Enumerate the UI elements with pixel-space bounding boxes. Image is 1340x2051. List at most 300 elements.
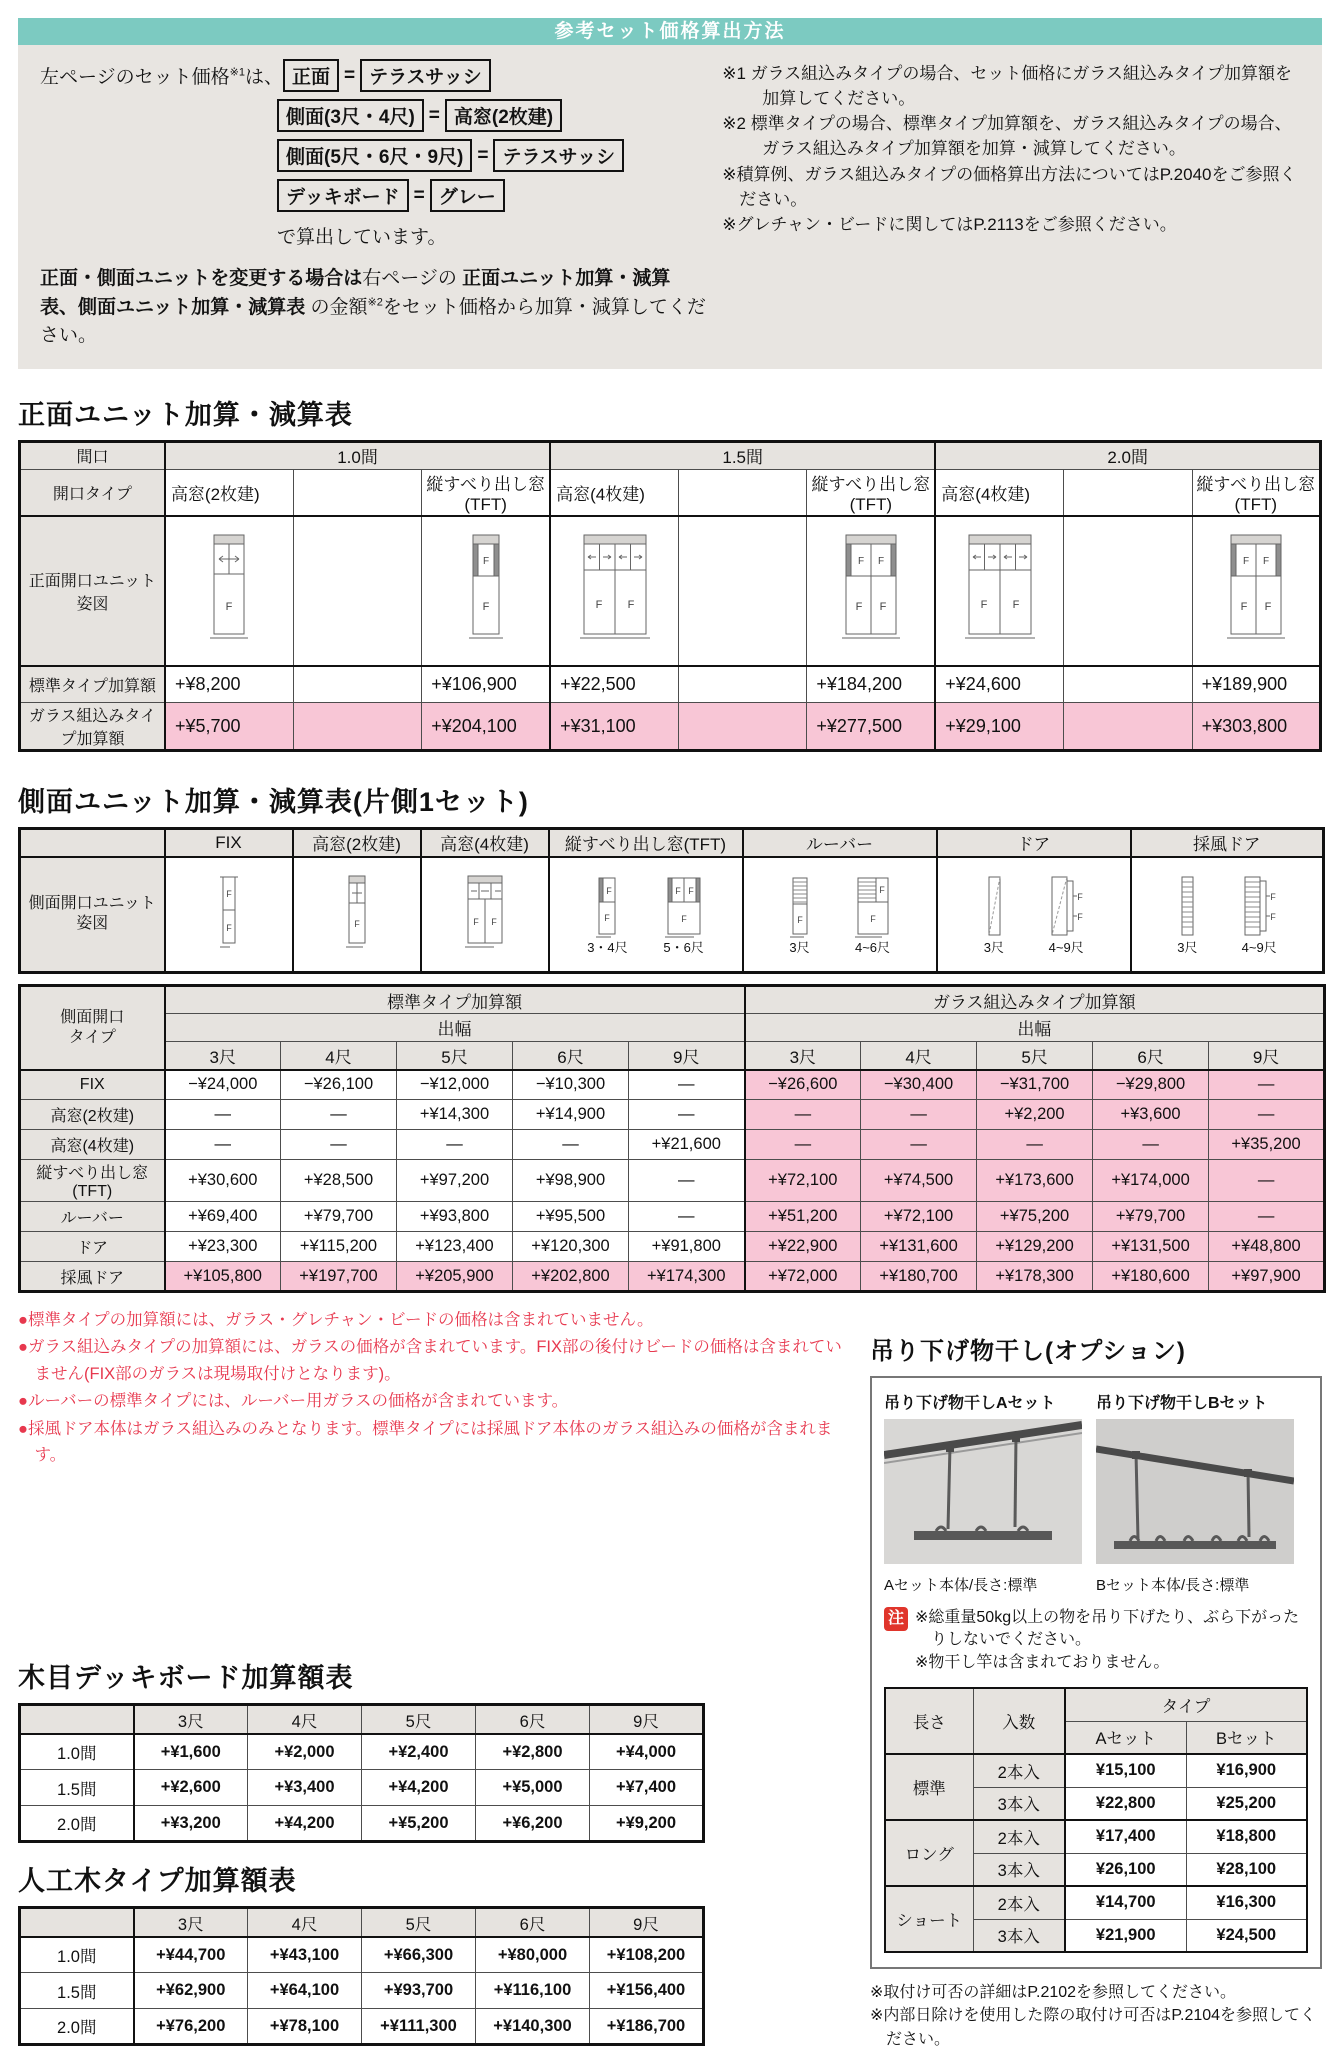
diagram-with-size [1241,874,1277,955]
header-row [885,1688,1307,1721]
column-header: 縦すべり出し窓(TFT) [549,829,743,857]
hanger-a-label: 吊り下げ物干しAセット [884,1395,1056,1412]
takamado4-small-diagram-icon [464,871,506,953]
price-cell: ¥16,900 [1186,1754,1307,1787]
diagram-cell-tft [549,857,743,973]
note-item: ●採風ドア本体はガラス組込みのみとなります。標準タイプには採風ドア本体のガラス組込みの価格が含まれます。 [18,1419,833,1464]
count-cell: 2本入 [973,1754,1065,1787]
price-cell: +¥178,300 [977,1262,1093,1292]
price-cell: +¥5,700 [165,703,293,751]
svg-text:F: F [687,885,694,896]
hanger-warning [884,1607,1308,1674]
row-louver [20,1202,1325,1232]
type-cell: 縦すべり出し窓(TFT) [807,469,935,516]
size-header: 6尺 [476,1705,590,1734]
price-cell: +¥23,300 [165,1232,281,1262]
empty-cell [293,516,421,666]
span-header: 1.0間 [165,441,550,469]
empty-corner-cell [20,829,165,857]
price-cell: +¥303,800 [1192,703,1320,751]
svg-text:F: F [796,914,803,925]
price-cell: +¥64,100 [248,1973,362,2009]
note-item: ●標準タイプの加算額には、ガラス・グレチャン・ビードの価格は含まれていません。 [18,1311,654,1329]
price-cell: +¥156,400 [590,1973,704,2009]
price-cell: ¥18,800 [1186,1820,1307,1853]
row-label: 間口 [20,441,165,469]
price-cell: +¥5,200 [362,1806,476,1842]
price-cell: +¥72,000 [745,1262,861,1292]
price-cell: +¥7,400 [590,1770,704,1806]
diagram-row [20,857,1324,973]
diagram-cell [807,516,935,666]
price-cell: −¥26,100 [281,1070,397,1100]
diagram-cell-louver [743,857,937,973]
equals-sign: = [428,104,440,126]
formula-closing: で算出しています。 [277,227,447,248]
hanger-box [870,1376,1322,1969]
empty-cell [293,469,421,516]
tft-56-diagram-icon [664,874,704,940]
empty-cell [1064,703,1192,751]
type-cell: 縦すべり出し窓(TFT) [1192,469,1320,516]
price-cell: +¥62,900 [134,1973,248,2009]
formula-left-box: 側面(3尺・4尺) [277,99,424,132]
size-header: 9尺 [590,1705,704,1734]
size-header: 5尺 [362,1908,476,1937]
price-cell: +¥197,700 [281,1262,397,1292]
row-label: ルーバー [20,1202,165,1232]
formula-prefix: 左ページのセット価格$^{※1}$は、 [40,66,283,88]
price-cell: −¥26,600 [745,1070,861,1100]
price-cell: +¥115,200 [281,1232,397,1262]
price-cell: +¥1,600 [134,1734,248,1770]
price-cell: +¥4,200 [248,1806,362,1842]
svg-text:F: F [879,601,887,613]
hanger-b-caption: Bセット本体/長さ:標準 [1096,1577,1250,1594]
size-label: 4~6尺 [854,939,891,955]
length-label: 標準 [885,1754,973,1820]
price-cell: +¥129,200 [977,1232,1093,1262]
price-cell: −¥12,000 [397,1070,513,1100]
row-label: 正面開口ユニット姿図 [20,516,165,666]
price-cell: +¥202,800 [513,1262,629,1292]
size-label: 4~9尺 [1048,939,1084,955]
size-header: 5尺 [397,1042,513,1070]
equals-sign: = [413,184,425,206]
size-header: 4尺 [248,1705,362,1734]
svg-text:F: F [627,599,634,611]
table-row [885,1754,1307,1787]
svg-text:F: F [490,916,497,927]
price-cell: ¥28,100 [1186,1853,1307,1886]
svg-text:F: F [226,601,233,613]
price-cell: +¥22,900 [745,1232,861,1262]
price-cell: — [629,1202,745,1232]
empty-cell [1064,469,1192,516]
price-cell: ¥15,100 [1065,1754,1186,1787]
price-cell: +¥2,200 [977,1100,1093,1130]
price-cell: +¥28,500 [281,1160,397,1202]
row-label: 1.5間 [20,1770,134,1806]
size-header: 5尺 [362,1705,476,1734]
front-table-title: 正面ユニット加算・減算表 [18,399,353,430]
price-cell: +¥14,300 [397,1100,513,1130]
price-cell: — [397,1130,513,1160]
size-header: 9尺 [1209,1042,1325,1070]
size-label: 3尺 [983,939,1004,955]
price-cell: +¥48,800 [1209,1232,1325,1262]
warning-line: ※物干し竿は含まれておりません。 [915,1653,1170,1671]
row-label: 開口タイプ [20,469,165,516]
diagram-cell [422,516,550,666]
hanger-price-table [884,1687,1308,1953]
a-set-header: Aセット [1065,1721,1186,1754]
price-cell: +¥95,500 [513,1202,629,1232]
price-cell: — [1209,1100,1325,1130]
price-cell: +¥140,300 [476,2009,590,2045]
price-cell: — [861,1100,977,1130]
takamado4-diagram-icon [579,532,651,644]
price-group-header-row [20,986,1325,1014]
takamado4-diagram-icon [964,532,1036,644]
column-header: 高窓(4枚建) [421,829,549,857]
length-label: ショート [885,1886,973,1952]
price-cell: +¥3,200 [134,1806,248,1842]
front-unit-price-table [18,440,1322,753]
diagram-with-size [587,874,627,955]
price-cell: +¥184,200 [807,666,935,703]
size-header: 5尺 [977,1042,1093,1070]
price-cell: +¥174,000 [1093,1160,1209,1202]
row-fix [20,1070,1325,1100]
price-cell: +¥98,900 [513,1160,629,1202]
group-header: ガラス組込みタイプ加算額 [745,986,1325,1014]
svg-text:F: F [869,913,876,924]
louver-46-diagram-icon [854,874,892,940]
svg-text:F: F [1264,601,1272,613]
diagram-with-size [854,874,892,955]
empty-cell [293,703,421,751]
price-cell: ¥25,200 [1186,1787,1307,1820]
svg-text:F: F [857,556,864,567]
table-row [20,1937,704,1973]
column-header: FIX [165,829,293,857]
intro-side-notes [716,59,1316,351]
price-cell: +¥131,500 [1093,1232,1209,1262]
size-header: 4尺 [861,1042,977,1070]
svg-text:F: F [1270,911,1276,922]
price-cell: −¥29,800 [1093,1070,1209,1100]
price-method-intro [18,18,1322,369]
diagram-header-row [20,829,1324,857]
row-label: 1.5間 [20,1973,134,2009]
side-unit-diagram-table [18,827,1325,974]
price-cell: +¥35,200 [1209,1130,1325,1160]
price-cell: +¥29,100 [935,703,1063,751]
price-cell: +¥2,800 [476,1734,590,1770]
price-cell: +¥2,600 [134,1770,248,1806]
price-cell: +¥105,800 [165,1262,281,1292]
price-cell: +¥97,200 [397,1160,513,1202]
warning-text [915,1607,1308,1674]
price-cell: +¥123,400 [397,1232,513,1262]
bottom-left-column [18,1305,854,2051]
column-header: 高窓(2枚建) [293,829,421,857]
empty-cell [679,703,807,751]
fix-diagram-icon [216,871,242,953]
door-3-diagram-icon [983,874,1005,940]
svg-text:F: F [1262,556,1269,567]
formula-left-box: 側面(5尺・6尺・9尺) [277,139,472,172]
row-label: 高窓(4枚建) [20,1130,165,1160]
price-cell: +¥204,100 [422,703,550,751]
row-tft [20,1160,1325,1202]
vent-door-3-diagram-icon [1176,874,1198,940]
footer-note: ※内部日除けを使用した際の取付け可否はP.2104を参照してください。 [870,2007,1317,2048]
hanger-a-caption: Aセット本体/長さ:標準 [884,1577,1038,1594]
empty-cell [1064,516,1192,666]
vent-door-49-diagram-icon [1241,874,1277,940]
side-unit-price-table [18,984,1326,1293]
svg-text:F: F [674,885,681,896]
svg-text:F: F [225,888,232,899]
count-cell: 2本入 [973,1820,1065,1853]
size-header: 6尺 [476,1908,590,1937]
size-label: 3尺 [1177,939,1198,955]
price-cell: +¥106,900 [422,666,550,703]
size-label: 3尺 [789,939,810,955]
standard-price-row [20,666,1321,703]
side-note: ※積算例、ガラス組込みタイプの価格算出方法についてはP.2040をご参照ください。 [722,164,1297,209]
maguchi-row [20,441,1321,469]
size-header: 3尺 [134,1908,248,1937]
price-cell: — [1209,1202,1325,1232]
diagram-cell [1192,516,1320,666]
equals-sign: = [477,144,489,166]
tft-window-wide-diagram-icon [839,532,903,644]
length-header: 長さ [885,1688,973,1754]
hanger-title: 吊り下げ物干し(オプション) [870,1338,1186,1365]
row-label: 採風ドア [20,1262,165,1292]
price-cell: ¥21,900 [1065,1919,1186,1952]
price-cell: — [861,1130,977,1160]
price-cell: +¥75,200 [977,1202,1093,1232]
price-cell: +¥93,700 [362,1973,476,2009]
type-cell: 高窓(2枚建) [165,469,293,516]
svg-text:F: F [1077,891,1083,902]
table-row [885,1886,1307,1919]
louver-3-diagram-icon [788,874,812,940]
diagram-cell [935,516,1063,666]
price-cell: +¥9,200 [590,1806,704,1842]
svg-text:F: F [878,884,885,895]
hanger-option-section [870,1305,1322,2051]
row-label: 高窓(2枚建) [20,1100,165,1130]
price-cell: ¥16,300 [1186,1886,1307,1919]
price-cell: — [629,1160,745,1202]
row-label: ガラス組込みタイプ加算額 [20,703,165,751]
empty-corner-cell [20,1908,134,1937]
price-cell: — [281,1100,397,1130]
row-label: 2.0間 [20,2009,134,2045]
hanger-b-set [1096,1390,1294,1595]
row-label: FIX [20,1070,165,1100]
svg-text:F: F [1242,556,1249,567]
diagram-with-size [1048,874,1084,955]
price-cell: +¥205,900 [397,1262,513,1292]
price-cell: −¥24,000 [165,1070,281,1100]
deck-board-price-table [18,1703,705,1843]
hanger-a-set [884,1390,1082,1595]
takamado2-diagram-icon [205,532,253,644]
price-cell: +¥24,600 [935,666,1063,703]
price-cell: +¥91,800 [629,1232,745,1262]
row-label: 縦すべり出し窓(TFT) [20,1160,165,1202]
door-49-diagram-icon [1048,874,1084,940]
side-note: ※2 標準タイプの場合、標準タイプ加算額を、ガラス組込みタイプの場合、ガラス組込みタイプ加算額を加算・減算してください。 [722,114,1292,159]
price-cell: +¥93,800 [397,1202,513,1232]
wood-table-title: 人工木タイプ加算額表 [18,1866,297,1897]
price-cell: +¥180,600 [1093,1262,1209,1292]
diagram-with-size [663,874,703,955]
footer-note: ※取付け可否の詳細はP.2102を参照してください。 [870,1984,1237,2002]
tft-window-diagram-icon [462,532,510,644]
type-header: タイプ [1065,1688,1307,1721]
price-cell: +¥5,000 [476,1770,590,1806]
empty-cell [679,516,807,666]
table-row [885,1820,1307,1853]
deck-table-title: 木目デッキボード加算額表 [18,1663,354,1694]
opening-type-row [20,469,1321,516]
side-table-title: 側面ユニット加算・減算表(片側1セット) [18,787,529,817]
hanger-b-label: 吊り下げ物干しBセット [1096,1395,1268,1412]
price-cell: +¥277,500 [807,703,935,751]
table-row [20,1973,704,2009]
empty-cell [1064,666,1192,703]
price-cell: ¥22,800 [1065,1787,1186,1820]
price-cell: +¥4,200 [362,1770,476,1806]
warning-line: ※総重量50kg以上の物を吊り下げたり、ぶら下がったりしないでください。 [915,1609,1300,1649]
header-row [20,1705,704,1734]
price-cell: — [513,1130,629,1160]
price-cell: +¥79,700 [281,1202,397,1232]
row-takamado4 [20,1130,1325,1160]
intro-header-bar: 参考セット価格算出方法 [18,18,1322,45]
price-cell: +¥6,200 [476,1806,590,1842]
table-row [20,1806,704,1842]
takamado2-small-diagram-icon [343,871,371,953]
price-cell: +¥21,600 [629,1130,745,1160]
size-header: 9尺 [629,1042,745,1070]
column-header: ドア [937,829,1131,857]
empty-corner-cell [20,1705,134,1734]
svg-text:F: F [855,601,863,613]
table-row [20,1770,704,1806]
row-label: 2.0間 [20,1806,134,1842]
note-item: ●ガラス組込みタイプの加算額には、ガラスの価格が含まれています。FIX部の後付けビードの価格は含まれていません(FIX部のガラスは現場取付けとなります)。 [18,1338,842,1383]
svg-text:F: F [877,556,884,567]
svg-text:F: F [482,601,490,613]
diagram-cell-door [937,857,1131,973]
group-header: 標準タイプ加算額 [165,986,745,1014]
svg-text:F: F [1240,601,1248,613]
diagram-cell [165,516,293,666]
price-cell: ¥24,500 [1186,1919,1307,1952]
price-cell: +¥174,300 [629,1262,745,1292]
size-header: 3尺 [134,1705,248,1734]
type-cell: 高窓(4枚建) [935,469,1063,516]
row-takamado2 [20,1100,1325,1130]
depth-header-row [20,1014,1325,1042]
price-cell: +¥76,200 [134,2009,248,2045]
price-cell: +¥3,600 [1093,1100,1209,1130]
glass-price-row [20,703,1321,751]
deck-board-section [18,1656,854,1843]
depth-header: 出幅 [745,1014,1325,1042]
empty-cell [679,666,807,703]
column-header: ルーバー [743,829,937,857]
price-cell: ¥14,700 [1065,1886,1186,1919]
hanger-a-photo [884,1419,1082,1564]
depth-header: 出幅 [165,1014,745,1042]
row-label: 側面開口ユニット 姿図 [20,857,165,973]
price-cell: — [745,1100,861,1130]
row-label: 側面開口 タイプ [20,986,165,1070]
price-cell: — [165,1100,281,1130]
svg-text:F: F [604,912,611,923]
price-cell: +¥108,200 [590,1937,704,1973]
price-cell: +¥51,200 [745,1202,861,1232]
empty-cell [679,469,807,516]
price-cell: −¥10,300 [513,1070,629,1100]
formula-right-box: グレー [430,179,505,212]
size-header: 9尺 [590,1908,704,1937]
size-label: 5・6尺 [663,939,704,955]
formula-line [277,179,716,212]
caution-badge: 注 [884,1607,908,1631]
table-row [20,1734,704,1770]
price-cell: — [629,1100,745,1130]
diagram-cell [293,857,421,973]
price-cell: +¥74,500 [861,1160,977,1202]
price-cell: +¥2,000 [248,1734,362,1770]
tft-34-diagram-icon [593,874,621,940]
diagram-cell-vent-door [1131,857,1324,973]
b-set-header: Bセット [1186,1721,1307,1754]
formula-right-box: テラスサッシ [493,139,624,172]
price-cell: +¥80,000 [476,1937,590,1973]
size-header: 4尺 [281,1042,397,1070]
price-cell: +¥44,700 [134,1937,248,1973]
column-header: 採風ドア [1131,829,1324,857]
svg-text:F: F [606,885,613,896]
price-cell: +¥43,100 [248,1937,362,1973]
price-cell: +¥4,000 [590,1734,704,1770]
size-label: 4~9尺 [1241,939,1277,955]
formula-right-box: 高窓(2枚建) [445,99,562,132]
svg-text:F: F [980,599,988,611]
price-notes [18,1307,854,1468]
svg-text:F: F [1270,891,1276,902]
count-header: 入数 [973,1688,1065,1754]
side-note: ※1 ガラス組込みタイプの場合、セット価格にガラス組込みタイプ加算額を加算してください。 [722,64,1292,109]
span-header: 2.0間 [935,441,1320,469]
formula-left-box: 正面 [283,59,339,92]
formula-line [40,59,716,92]
price-cell: +¥31,100 [550,703,678,751]
price-cell: +¥79,700 [1093,1202,1209,1232]
price-cell: ¥17,400 [1065,1820,1186,1853]
